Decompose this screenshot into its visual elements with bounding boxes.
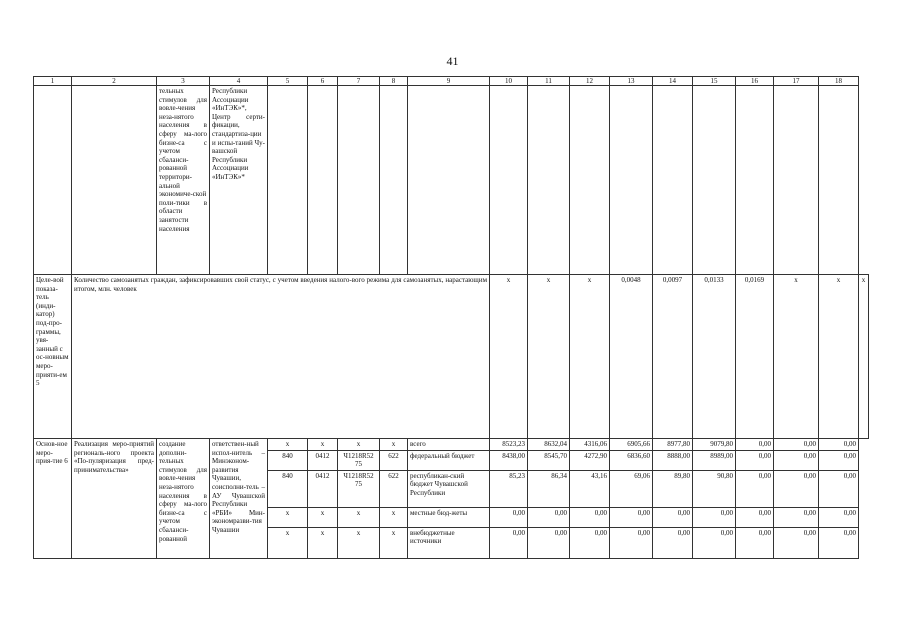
column-number: 11 (528, 77, 570, 86)
program-table (33, 76, 869, 559)
indicator-value: x (819, 275, 859, 439)
indicator-value: x (570, 275, 610, 439)
amount-cell: 0,00 (819, 450, 859, 470)
event-name: Реализация меро-приятий региональ-ного проекта «По-пуляризация пред-принимательства» (72, 439, 157, 559)
amount-cell: 8888,00 (653, 450, 693, 470)
amount-cell: 0,00 (736, 527, 774, 558)
event-executor: ответствен-ный испол-нитель – Минэконом-развития Чувашии, соисполни-тель – АУ Чувашской Республики «РБИ» Мин-экономразви-тия Чувашии (210, 439, 268, 559)
amount-cell: 0,00 (490, 507, 528, 527)
column-number: 8 (380, 77, 408, 86)
amount-cell: 0,00 (736, 507, 774, 527)
column-number: 1 (34, 77, 72, 86)
amount-cell: 9079,80 (693, 439, 736, 451)
column-number: 2 (72, 77, 157, 86)
code-cell: x (308, 507, 338, 527)
column-number: 4 (210, 77, 268, 86)
column-number: 3 (157, 77, 210, 86)
code-cell: Ч1218R52 75 (338, 470, 380, 507)
task-cell: тельных стимулов для вовле-чения неза-нятого населения в сферу ма-лого бизне-са с учетом сбаланси-рованной территори-альной экономиче-ской поли-тики в области занятости населения (157, 86, 210, 275)
executor-cell: Республики Ассоциации «ИнТЭК»*, Центр серти-фикации, стандартиза-ции и испы-таний Чу-вашской Республики Ассоциации «ИнТЭК»* (210, 86, 268, 275)
funding-row (34, 439, 869, 451)
indicator-value: x (774, 275, 819, 439)
amount-cell: 0,00 (490, 527, 528, 558)
amount-cell: 0,00 (528, 507, 570, 527)
code-cell: x (308, 527, 338, 558)
indicator-value: 0,0133 (693, 275, 736, 439)
code-cell: x (338, 507, 380, 527)
amount-cell: 6836,60 (610, 450, 653, 470)
code-cell: 622 (380, 450, 408, 470)
funding-source: всего (408, 439, 490, 451)
code-cell: 0412 (308, 450, 338, 470)
amount-cell: 85,23 (490, 470, 528, 507)
code-cell: x (380, 527, 408, 558)
amount-cell: 0,00 (819, 439, 859, 451)
funding-source: республикан-ский бюджет Чувашской Республики (408, 470, 490, 507)
amount-cell: 0,00 (570, 507, 610, 527)
amount-cell: 8989,00 (693, 450, 736, 470)
column-number: 5 (268, 77, 308, 86)
amount-cell: 8632,04 (528, 439, 570, 451)
amount-cell: 0,00 (774, 439, 819, 451)
column-number: 16 (736, 77, 774, 86)
event-label: Основ-ное меро-прия-тие 6 (34, 439, 72, 559)
amount-cell: 0,00 (693, 507, 736, 527)
amount-cell: 0,00 (570, 527, 610, 558)
amount-cell: 0,00 (774, 507, 819, 527)
amount-cell: 0,00 (736, 439, 774, 451)
code-cell: Ч1218R52 75 (338, 450, 380, 470)
amount-cell: 0,00 (774, 470, 819, 507)
column-number: 13 (610, 77, 653, 86)
code-cell: x (380, 439, 408, 451)
amount-cell: 0,00 (610, 527, 653, 558)
indicator-row (34, 275, 869, 439)
amount-cell: 4272,90 (570, 450, 610, 470)
code-cell: 840 (268, 470, 308, 507)
amount-cell: 0,00 (736, 450, 774, 470)
code-cell: x (268, 507, 308, 527)
code-cell: x (308, 439, 338, 451)
amount-cell: 0,00 (819, 507, 859, 527)
indicator-value: 0,0048 (610, 275, 653, 439)
amount-cell: 86,34 (528, 470, 570, 507)
code-cell: x (380, 507, 408, 527)
funding-source: федеральный бюджет (408, 450, 490, 470)
amount-cell: 6905,66 (610, 439, 653, 451)
amount-cell: 90,80 (693, 470, 736, 507)
column-number: 12 (570, 77, 610, 86)
amount-cell: 4316,06 (570, 439, 610, 451)
amount-cell: 0,00 (736, 470, 774, 507)
column-number-row (34, 77, 869, 86)
column-number: 7 (338, 77, 380, 86)
funding-source: местные бюд-жеты (408, 507, 490, 527)
amount-cell: 89,80 (653, 470, 693, 507)
indicator-value: 0,0097 (653, 275, 693, 439)
amount-cell: 0,00 (774, 527, 819, 558)
amount-cell: 0,00 (610, 507, 653, 527)
amount-cell: 0,00 (819, 470, 859, 507)
amount-cell: 8523,23 (490, 439, 528, 451)
indicator-label: Целе-вой показа-тель (инди-катор) под-про-граммы, увя-занный с ос-новным меро-прияти-ем 5 (34, 275, 72, 439)
funding-source: внебюджетные источники (408, 527, 490, 558)
continuation-row (34, 86, 869, 275)
indicator-value: x (859, 275, 869, 439)
amount-cell: 8545,70 (528, 450, 570, 470)
amount-cell: 8438,00 (490, 450, 528, 470)
code-cell: x (268, 527, 308, 558)
column-number: 6 (308, 77, 338, 86)
amount-cell: 0,00 (653, 507, 693, 527)
column-number: 17 (774, 77, 819, 86)
indicator-description: Количество самозанятых граждан, зафиксировавших свой статус, с учетом введения налого-вого режима для самозанятых, нарастающим итогом, млн. человек (72, 275, 490, 439)
code-cell: 840 (268, 450, 308, 470)
event-task: создание дополни-тельных стимулов для вовле-чения неза-нятого населения в сферу ма-лого бизне-са с учетом сбаланси-рованной (157, 439, 210, 559)
amount-cell: 69,06 (610, 470, 653, 507)
amount-cell: 0,00 (819, 527, 859, 558)
amount-cell: 8977,80 (653, 439, 693, 451)
column-number: 15 (693, 77, 736, 86)
code-cell: 0412 (308, 470, 338, 507)
amount-cell: 43,16 (570, 470, 610, 507)
column-number: 14 (653, 77, 693, 86)
page-number: 41 (446, 54, 459, 68)
column-number: 9 (408, 77, 490, 86)
amount-cell: 0,00 (774, 450, 819, 470)
code-cell: x (338, 527, 380, 558)
amount-cell: 0,00 (693, 527, 736, 558)
amount-cell: 0,00 (653, 527, 693, 558)
indicator-value: x (490, 275, 528, 439)
amount-cell: 0,00 (528, 527, 570, 558)
code-cell: x (268, 439, 308, 451)
code-cell: 622 (380, 470, 408, 507)
indicator-value: 0,0169 (736, 275, 774, 439)
code-cell: x (338, 439, 380, 451)
column-number: 18 (819, 77, 859, 86)
column-number: 10 (490, 77, 528, 86)
indicator-value: x (528, 275, 570, 439)
